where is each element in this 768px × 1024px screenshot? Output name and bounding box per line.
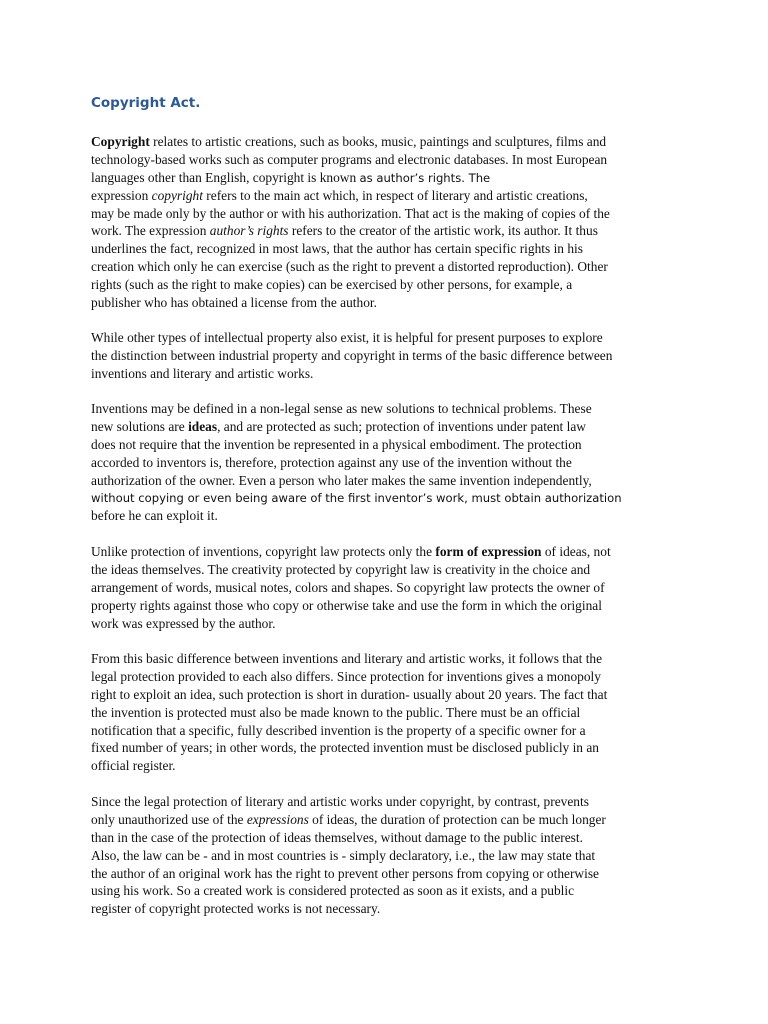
text-line — [91, 597, 679, 615]
paragraph-legal-protection-differs — [91, 650, 679, 775]
bold-text: Copyright — [91, 134, 150, 149]
text-run: the author of an original work has the right to prevent other persons from copying or otherwise — [91, 865, 599, 881]
text-run: authorization of the owner. Even a person who later makes the same invention independently, — [91, 472, 592, 488]
text-run: of ideas, the duration of protection can be much longer — [308, 811, 606, 827]
text-run: accorded to inventors is, therefore, protection against any use of the invention without the — [91, 454, 572, 470]
text-line — [91, 489, 679, 507]
text-run: refers to the main act which, in respect of literary and artistic creations, — [202, 187, 588, 203]
text-line — [91, 882, 679, 900]
text-run: While other types of intellectual property also exist, it is helpful for present purposes to explore — [91, 330, 603, 345]
text-run: Since the legal protection of literary and artistic works under copyright, by contrast, prevents — [91, 794, 589, 809]
text-run: may be made only by the author or with his authorization. That act is the making of copies of the — [91, 205, 610, 221]
text-line — [91, 739, 679, 757]
paragraph-property-distinction — [91, 329, 679, 383]
text-line — [91, 187, 679, 205]
text-line — [91, 258, 679, 276]
text-run: From this basic difference between inventions and literary and artistic works, it follows that the — [91, 651, 603, 666]
paragraph-inventions — [91, 400, 679, 525]
text-run: work. The expression — [91, 223, 210, 239]
text-run: refers to the creator of the artistic work, its author. It thus — [288, 223, 598, 239]
bold-text: ideas — [188, 418, 218, 434]
text-run: rights (such as the right to make copies) can be exercised by other persons, for example, a — [91, 277, 573, 293]
text-run: than in the case of the protection of ideas themselves, without damage to the public interest. — [91, 829, 583, 845]
text-run: inventions and literary and artistic works. — [91, 365, 314, 381]
text-run: right to exploit an idea, such protection is short in duration- usually about 20 years. The fact that — [91, 686, 608, 702]
text-line — [91, 205, 679, 223]
text-run: legal protection provided to each also differs. Since protection for inventions gives a monopoly — [91, 668, 601, 684]
text-line — [91, 704, 679, 722]
text-line — [91, 686, 679, 704]
text-line — [91, 793, 679, 811]
text-run: creation which only he can exercise (such as the right to prevent a distorted reproduction). Other — [91, 259, 608, 275]
text-line — [91, 222, 679, 240]
text-line — [91, 329, 679, 347]
text-run: without copying or even being aware of the first inventor’s work, must obtain authorization — [91, 491, 622, 506]
text-line — [91, 543, 679, 561]
text-run: Unlike protection of inventions, copyright law protects only the — [91, 544, 436, 559]
text-run: arrangement of words, musical notes, colors and shapes. So copyright law protects the owner of — [91, 579, 605, 595]
text-line — [91, 347, 679, 365]
text-run: technology-based works such as computer programs and electronic databases. In most European — [91, 151, 608, 167]
italic-text: author’s rights — [209, 223, 289, 239]
text-run: as author’s rights. The — [359, 170, 491, 185]
text-line — [91, 507, 679, 525]
text-line — [91, 418, 679, 436]
text-run: does not require that the invention be represented in a physical embodiment. The protection — [91, 436, 582, 452]
text-run: before he can exploit it. — [91, 508, 218, 524]
text-line — [91, 615, 679, 633]
paragraph-copyright-definition — [91, 133, 679, 312]
bold-text: form of expression — [435, 544, 542, 559]
text-line — [91, 276, 679, 294]
text-run: expression — [91, 187, 152, 203]
page-title: Copyright Act. — [91, 95, 201, 111]
text-line — [91, 722, 679, 740]
text-line — [91, 650, 679, 668]
text-line — [91, 454, 679, 472]
text-run: relates to artistic creations, such as books, music, paintings and sculptures, films and — [149, 134, 607, 149]
text-line — [91, 829, 679, 847]
text-run: fixed number of years; in other words, the protected invention must be disclosed publicly in an — [91, 740, 599, 756]
text-run: the invention is protected must also be made known to the public. There must be an official — [91, 704, 581, 720]
text-run: Also, the law can be - and in most countries is - simply declaratory, i.e., the law may state that — [91, 847, 596, 863]
text-run: underlines the fact, recognized in most laws, that the author has certain specific rights in his — [91, 241, 583, 257]
text-line — [91, 865, 679, 883]
text-run: official register. — [91, 758, 176, 774]
text-run: of ideas, not — [541, 544, 611, 559]
text-line — [91, 240, 679, 258]
text-run: , and are protected as such; protection of inventions under patent law — [217, 418, 586, 434]
text-line — [91, 400, 679, 418]
text-line — [91, 151, 679, 169]
text-line — [91, 169, 679, 187]
text-run: notification that a specific, fully described invention is the property of a specific owner for a — [91, 722, 586, 738]
text-line — [91, 668, 679, 686]
text-line — [91, 811, 679, 829]
text-line — [91, 579, 679, 597]
text-run: using his work. So a created work is considered protected as soon as it exists, and a public — [91, 883, 575, 899]
text-line — [91, 847, 679, 865]
text-line — [91, 436, 679, 454]
text-run: only unauthorized use of the — [91, 811, 247, 827]
text-run: the ideas themselves. The creativity protected by copyright law is creativity in the choice and — [91, 561, 591, 577]
text-run: new solutions are — [91, 418, 189, 434]
text-run: Inventions may be defined in a non-legal sense as new solutions to technical problems. These — [91, 401, 592, 416]
text-line — [91, 472, 679, 490]
text-run: work was expressed by the author. — [91, 615, 276, 631]
text-run: register of copyright protected works is not necessary. — [91, 901, 381, 917]
italic-text: copyright — [151, 187, 203, 203]
text-line — [91, 294, 679, 312]
text-line — [91, 900, 679, 918]
text-line — [91, 133, 679, 151]
text-run: property rights against those who copy or otherwise take and use the form in which the original — [91, 597, 602, 613]
text-run: the distinction between industrial property and copyright in terms of the basic difference between — [91, 347, 613, 363]
paragraph-form-of-expression — [91, 543, 679, 632]
paragraph-copyright-duration — [91, 793, 679, 918]
text-line — [91, 365, 679, 383]
text-line — [91, 561, 679, 579]
italic-text: expressions — [246, 811, 309, 827]
text-run: languages other than English, copyright is known — [91, 169, 360, 185]
text-line — [91, 757, 679, 775]
text-run: publisher who has obtained a license from the author. — [91, 295, 377, 311]
